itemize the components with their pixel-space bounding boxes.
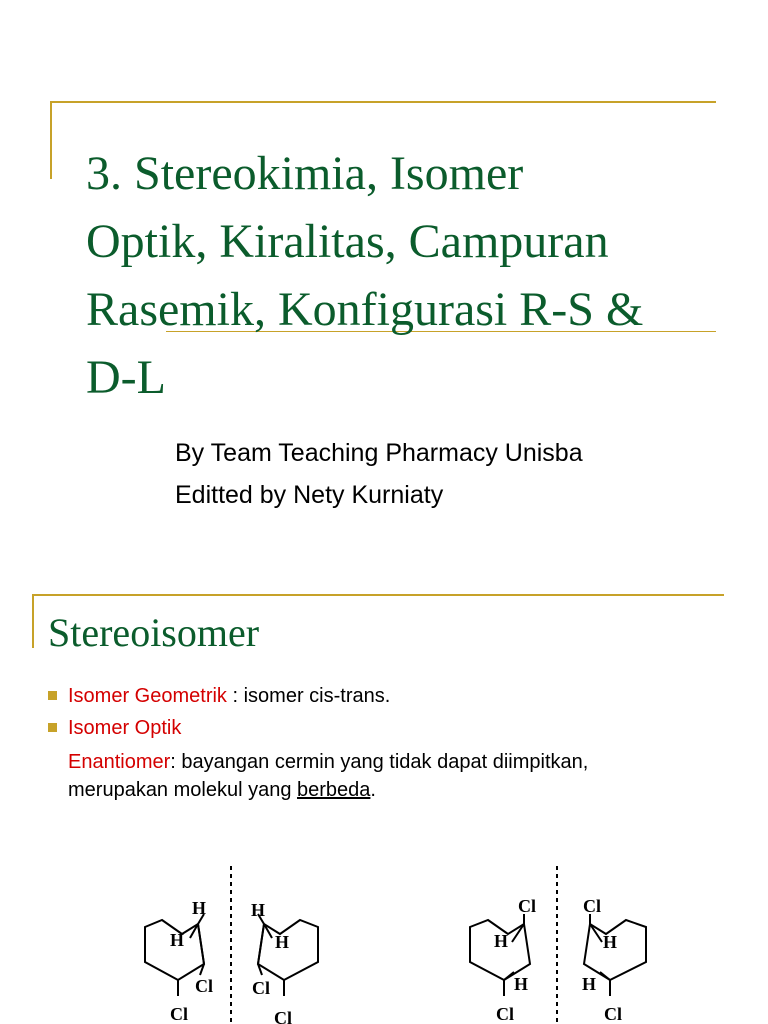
molecule-4: [582, 896, 646, 1024]
title-line: Optik, Kiralitas, Campuran: [86, 215, 609, 268]
atom-label: H: [251, 900, 266, 920]
molecule-3: [470, 896, 536, 1024]
title-line: D-L: [86, 351, 166, 404]
atom-label: Cl: [195, 976, 213, 996]
content-slide: [0, 560, 768, 1024]
bond: [198, 924, 204, 964]
atom-label: H: [494, 931, 509, 951]
atom-label: Cl: [496, 1004, 514, 1024]
subtitle: [175, 432, 583, 516]
bullet-text: : isomer cis-trans.: [226, 685, 391, 707]
bullet-term: Isomer Optik: [68, 717, 182, 739]
definition-text: : bayangan cermin yang tidak dapat diimpitkan,: [170, 751, 589, 773]
atom-label: H: [582, 974, 597, 994]
bullet-icon: [48, 691, 57, 700]
atom-label: H: [192, 898, 207, 918]
atom-label: Cl: [583, 896, 601, 916]
left-rule: [50, 101, 52, 179]
atom-label: Cl: [170, 1004, 188, 1024]
title-line: 3. Stereokimia, Isomer: [86, 147, 524, 200]
enantiomer-definition: [68, 748, 768, 804]
bond: [600, 972, 610, 980]
bullet-list: [48, 680, 390, 744]
list-item: [48, 712, 390, 744]
top-rule: [32, 594, 724, 596]
top-rule: [50, 101, 716, 103]
definition-term: Enantiomer: [68, 751, 171, 773]
atom-label: Cl: [518, 896, 536, 916]
left-rule: [32, 594, 34, 648]
bullet-term: Isomer Geometrik: [68, 685, 227, 707]
atom-label: H: [170, 930, 185, 950]
bond: [258, 924, 264, 964]
enantiomer-structures: [0, 860, 768, 1024]
definition-end: .: [370, 779, 376, 801]
author-line: By Team Teaching Pharmacy Unisba: [175, 439, 583, 467]
atom-label: H: [275, 932, 290, 952]
atom-label: Cl: [274, 1008, 292, 1024]
bullet-icon: [48, 723, 57, 732]
atom-label: Cl: [604, 1004, 622, 1024]
bond: [504, 972, 514, 980]
underlined-word: berbeda: [297, 779, 371, 801]
atom-label: Cl: [252, 978, 270, 998]
list-item: [48, 680, 390, 712]
atom-label: H: [514, 974, 529, 994]
molecule-1: [145, 898, 213, 1024]
atom-label: H: [603, 932, 618, 952]
page-title: [86, 140, 746, 412]
definition-text-2: merupakan molekul yang: [68, 779, 298, 801]
title-line: Rasemik, Konfigurasi R-S &: [86, 283, 644, 336]
molecule-2: [251, 900, 318, 1024]
slide-title: Stereoisomer: [48, 610, 260, 655]
editor-line: Editted by Nety Kurniaty: [175, 481, 444, 509]
